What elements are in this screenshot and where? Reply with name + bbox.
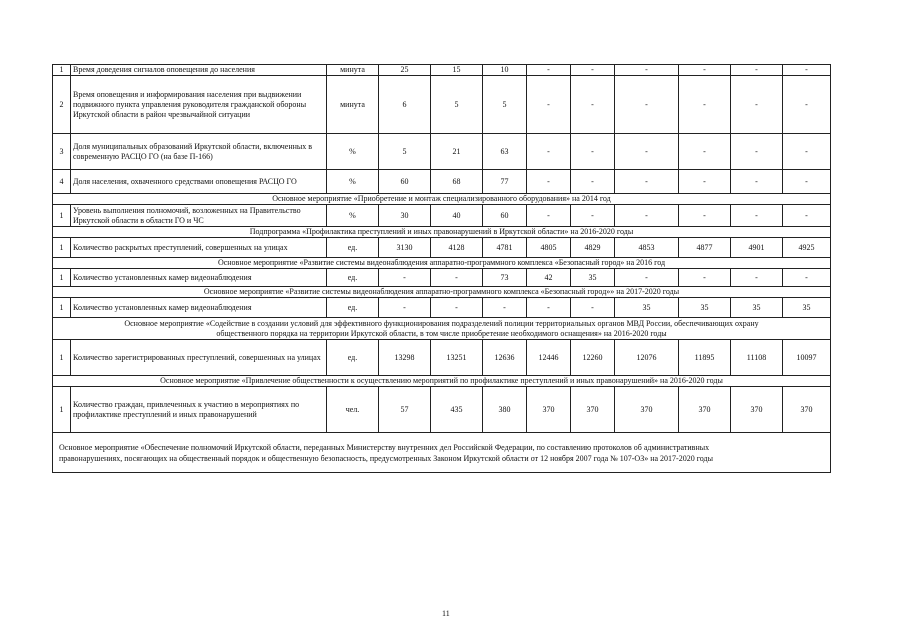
value-cell: - <box>483 298 527 318</box>
value-cell: - <box>571 134 615 170</box>
unit: % <box>327 205 379 227</box>
value-cell: 5 <box>431 76 483 134</box>
value-cell: 370 <box>679 387 731 433</box>
value-cell: 10097 <box>783 340 831 376</box>
value-cell: 42 <box>527 269 571 287</box>
unit: % <box>327 170 379 194</box>
table-body <box>53 65 831 473</box>
value-cell: 73 <box>483 269 527 287</box>
value-cell: 13298 <box>379 340 431 376</box>
value-cell: - <box>615 269 679 287</box>
row-number: 1 <box>53 298 71 318</box>
footer-line: Основное мероприятие «Обеспечение полномочий Иркутской области, переданных Министерству внутренних дел Российской Федерации, по составлению протоколов об административных <box>59 442 710 452</box>
indicator-name: Время оповещения и информирования населения при выдвижении подвижного пункта управления руководителя гражданской обороны Иркутской области в район чрезвычайной ситуации <box>71 76 327 134</box>
value-cell: - <box>527 298 571 318</box>
section-row <box>53 318 831 340</box>
indicators-table <box>52 64 831 473</box>
indicator-name: Количество раскрытых преступлений, совершенных на улицах <box>71 238 327 258</box>
value-cell: - <box>679 269 731 287</box>
row-number: 1 <box>53 205 71 227</box>
value-cell: - <box>679 76 731 134</box>
page-number: 11 <box>442 609 450 618</box>
table-row <box>53 387 831 433</box>
value-cell: 30 <box>379 205 431 227</box>
value-cell: 6 <box>379 76 431 134</box>
table-row <box>53 134 831 170</box>
table-row <box>53 205 831 227</box>
footer-row <box>53 433 831 473</box>
value-cell: - <box>615 170 679 194</box>
unit: ед. <box>327 298 379 318</box>
value-cell: - <box>527 170 571 194</box>
value-cell: - <box>731 76 783 134</box>
section-row <box>53 287 831 298</box>
value-cell: 60 <box>379 170 431 194</box>
section-row <box>53 227 831 238</box>
table-row <box>53 298 831 318</box>
value-cell: 68 <box>431 170 483 194</box>
table-row <box>53 269 831 287</box>
section-title: Основное мероприятие «Развитие системы видеонаблюдения аппаратно-программного комплекса «Безопасный город» на 2016 год <box>53 258 831 269</box>
row-number: 3 <box>53 134 71 170</box>
table-row <box>53 170 831 194</box>
value-cell: 370 <box>731 387 783 433</box>
indicator-name: Время доведения сигналов оповещения до населения <box>71 65 327 76</box>
value-cell: 57 <box>379 387 431 433</box>
value-cell: 4128 <box>431 238 483 258</box>
value-cell: 380 <box>483 387 527 433</box>
row-number: 1 <box>53 238 71 258</box>
value-cell: - <box>615 134 679 170</box>
value-cell: 370 <box>527 387 571 433</box>
value-cell: 4781 <box>483 238 527 258</box>
value-cell: 40 <box>431 205 483 227</box>
value-cell: - <box>731 205 783 227</box>
value-cell: 15 <box>431 65 483 76</box>
value-cell: - <box>527 134 571 170</box>
value-cell: - <box>615 65 679 76</box>
indicator-name: Количество граждан, привлеченных к участию в мероприятиях по профилактике преступлений и иных правонарушений <box>71 387 327 433</box>
row-number: 1 <box>53 387 71 433</box>
value-cell: 12446 <box>527 340 571 376</box>
value-cell: 370 <box>571 387 615 433</box>
unit: ед. <box>327 238 379 258</box>
value-cell: - <box>783 76 831 134</box>
value-cell: - <box>783 134 831 170</box>
value-cell: - <box>615 205 679 227</box>
value-cell: 35 <box>571 269 615 287</box>
section-row <box>53 258 831 269</box>
value-cell: - <box>679 65 731 76</box>
value-cell: 63 <box>483 134 527 170</box>
value-cell: - <box>527 205 571 227</box>
section-title: Основное мероприятие «Развитие системы видеонаблюдения аппаратно-программного комплекса «Безопасный город»» на 2017-2020 годы <box>53 287 831 298</box>
value-cell: 11895 <box>679 340 731 376</box>
value-cell: - <box>783 205 831 227</box>
table-row <box>53 238 831 258</box>
section-title <box>53 318 831 340</box>
unit: ед. <box>327 269 379 287</box>
row-number: 1 <box>53 269 71 287</box>
value-cell: - <box>783 170 831 194</box>
table-row <box>53 76 831 134</box>
value-cell: - <box>679 170 731 194</box>
row-number: 1 <box>53 65 71 76</box>
value-cell: 35 <box>731 298 783 318</box>
indicator-name: Количество установленных камер видеонаблюдения <box>71 269 327 287</box>
value-cell: 12636 <box>483 340 527 376</box>
value-cell: 10 <box>483 65 527 76</box>
value-cell: - <box>679 205 731 227</box>
section-row <box>53 376 831 387</box>
row-number: 1 <box>53 340 71 376</box>
value-cell: - <box>431 298 483 318</box>
value-cell: 370 <box>783 387 831 433</box>
value-cell: 3130 <box>379 238 431 258</box>
section-title: Основное мероприятие «Приобретение и монтаж специализированного оборудования» на 2014 год <box>53 194 831 205</box>
value-cell: 4853 <box>615 238 679 258</box>
value-cell: 13251 <box>431 340 483 376</box>
value-cell: - <box>731 134 783 170</box>
value-cell: - <box>615 76 679 134</box>
value-cell: 11108 <box>731 340 783 376</box>
indicator-name: Уровень выполнения полномочий, возложенных на Правительство Иркутской области в области ГО и ЧС <box>71 205 327 227</box>
unit: % <box>327 134 379 170</box>
footer-cell <box>53 433 831 473</box>
value-cell: 5 <box>379 134 431 170</box>
value-cell: 12076 <box>615 340 679 376</box>
section-title-line: Основное мероприятие «Содействие в создании условий для эффективного функционирования подразделений полиции территориальных органов МВД России, обеспечивающих охрану <box>124 318 759 328</box>
value-cell: 35 <box>615 298 679 318</box>
table-row <box>53 65 831 76</box>
value-cell: 4925 <box>783 238 831 258</box>
unit: минута <box>327 65 379 76</box>
indicator-name: Количество зарегистрированных преступлений, совершенных на улицах <box>71 340 327 376</box>
value-cell: 60 <box>483 205 527 227</box>
value-cell: - <box>527 65 571 76</box>
value-cell: 35 <box>679 298 731 318</box>
value-cell: - <box>783 65 831 76</box>
value-cell: - <box>379 269 431 287</box>
value-cell: - <box>783 269 831 287</box>
value-cell: - <box>571 65 615 76</box>
section-title: Основное мероприятие «Привлечение общественности к осуществлению мероприятий по профилактике преступлений и иных правонарушений» на 2016-2020 годы <box>53 376 831 387</box>
value-cell: - <box>679 134 731 170</box>
value-cell: 370 <box>615 387 679 433</box>
value-cell: - <box>571 170 615 194</box>
row-number: 2 <box>53 76 71 134</box>
value-cell: - <box>731 269 783 287</box>
value-cell: 25 <box>379 65 431 76</box>
indicator-name: Доля муниципальных образований Иркутской области, включенных в современную РАСЦО ГО (на базе П-166) <box>71 134 327 170</box>
section-title-line: общественного порядка на территории Иркутской области, в том числе приобретение необходимого оснащения» на 2016-2020 годы <box>216 328 667 338</box>
indicator-name: Количество установленных камер видеонаблюдения <box>71 298 327 318</box>
value-cell: 4901 <box>731 238 783 258</box>
value-cell: - <box>379 298 431 318</box>
value-cell: - <box>527 76 571 134</box>
value-cell: 5 <box>483 76 527 134</box>
value-cell: 12260 <box>571 340 615 376</box>
value-cell: 435 <box>431 387 483 433</box>
section-row <box>53 194 831 205</box>
indicator-name: Доля населения, охваченного средствами оповещения РАСЦО ГО <box>71 170 327 194</box>
section-title: Подпрограмма «Профилактика преступлений и иных правонарушений в Иркутской области» на 2016-2020 годы <box>53 227 831 238</box>
value-cell: 77 <box>483 170 527 194</box>
unit: ед. <box>327 340 379 376</box>
value-cell: 4829 <box>571 238 615 258</box>
value-cell: - <box>571 298 615 318</box>
value-cell: - <box>731 65 783 76</box>
value-cell: 4805 <box>527 238 571 258</box>
value-cell: 4877 <box>679 238 731 258</box>
value-cell: - <box>431 269 483 287</box>
unit: чел. <box>327 387 379 433</box>
value-cell: 35 <box>783 298 831 318</box>
value-cell: 21 <box>431 134 483 170</box>
value-cell: - <box>571 76 615 134</box>
unit: минута <box>327 76 379 134</box>
value-cell: - <box>571 205 615 227</box>
footer-line: правонарушениях, посягающих на общественный порядок и общественную безопасность, предусмотренных Законом Иркутской области от 12 ноября 2007 года № 107-ОЗ» на 2017-2020 годы <box>59 453 713 463</box>
row-number: 4 <box>53 170 71 194</box>
table-row <box>53 340 831 376</box>
value-cell: - <box>731 170 783 194</box>
